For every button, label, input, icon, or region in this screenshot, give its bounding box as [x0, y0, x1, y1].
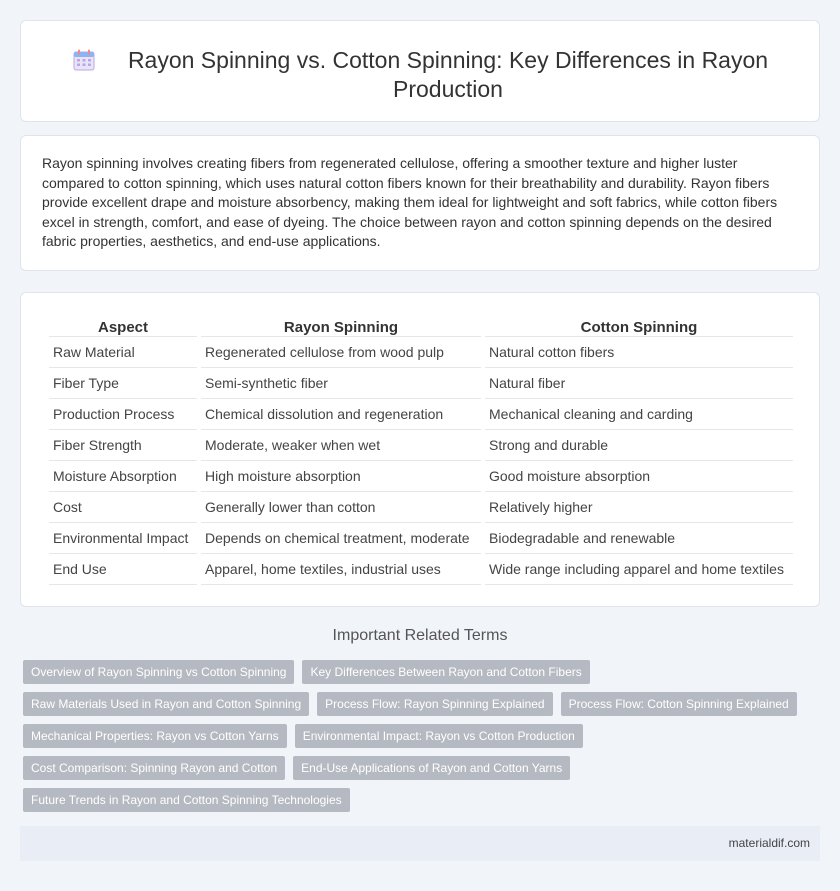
table-cell: Natural cotton fibers	[485, 337, 793, 368]
table-header-row	[49, 315, 793, 337]
table-cell: End Use	[49, 554, 197, 585]
related-term-tag[interactable]: Raw Materials Used in Rayon and Cotton Spinning	[23, 692, 309, 716]
table-cell: Apparel, home textiles, industrial uses	[201, 554, 481, 585]
table-cell: Wide range including apparel and home textiles	[485, 554, 793, 585]
table-row	[49, 430, 793, 461]
table-cell: Semi-synthetic fiber	[201, 368, 481, 399]
table-cell: Fiber Type	[49, 368, 197, 399]
table-cell: Generally lower than cotton	[201, 492, 481, 523]
table-row	[49, 523, 793, 554]
comparison-table-card	[20, 292, 820, 607]
related-term-tag[interactable]: End-Use Applications of Rayon and Cotton Yarns	[293, 756, 570, 780]
table-cell: Moderate, weaker when wet	[201, 430, 481, 461]
tag-row	[23, 724, 823, 748]
tag-row	[23, 660, 823, 684]
tag-row	[23, 692, 823, 716]
table-cell: Mechanical cleaning and carding	[485, 399, 793, 430]
related-terms-tags	[23, 660, 823, 820]
page-title: Rayon Spinning vs. Cotton Spinning: Key Differences in Rayon Production	[127, 47, 769, 102]
footer-site-name: materialdif.com	[728, 836, 810, 850]
related-term-tag[interactable]: Mechanical Properties: Rayon vs Cotton Yarns	[23, 724, 287, 748]
column-header-aspect: Aspect	[49, 315, 197, 337]
table-row	[49, 554, 793, 585]
intro-card	[20, 135, 820, 271]
column-header-rayon: Rayon Spinning	[201, 315, 481, 337]
table-cell: Strong and durable	[485, 430, 793, 461]
table-row	[49, 368, 793, 399]
related-term-tag[interactable]: Process Flow: Cotton Spinning Explained	[561, 692, 797, 716]
footer	[20, 826, 820, 861]
table-row	[49, 461, 793, 492]
related-term-tag[interactable]: Process Flow: Rayon Spinning Explained	[317, 692, 552, 716]
table-cell: Moisture Absorption	[49, 461, 197, 492]
table-cell: Natural fiber	[485, 368, 793, 399]
table-cell: Raw Material	[49, 337, 197, 368]
tag-row	[23, 788, 823, 812]
related-term-tag[interactable]: Cost Comparison: Spinning Rayon and Cotton	[23, 756, 285, 780]
table-cell: Biodegradable and renewable	[485, 523, 793, 554]
intro-paragraph: Rayon spinning involves creating fibers from regenerated cellulose, offering a smoother texture and higher luster compared to cotton spinning, which uses natural cotton fibers known for their breathability and durability. Rayon fibers provide excellent drape and moisture absorbency, making them ideal for lightweight and soft fabrics, while cotton fibers excel in strength, comfort, and ease of dyeing. The choice between rayon and cotton spinning depends on the desired fabric properties, aesthetics, and end-use applications.	[42, 155, 778, 250]
related-terms-heading: Important Related Terms	[332, 627, 508, 644]
table-cell: Good moisture absorption	[485, 461, 793, 492]
table-cell: High moisture absorption	[201, 461, 481, 492]
table-cell: Relatively higher	[485, 492, 793, 523]
related-term-tag[interactable]: Key Differences Between Rayon and Cotton Fibers	[302, 660, 589, 684]
table-cell: Fiber Strength	[49, 430, 197, 461]
header-card	[20, 20, 820, 122]
table-row	[49, 399, 793, 430]
table-row	[49, 492, 793, 523]
related-term-tag[interactable]: Overview of Rayon Spinning vs Cotton Spinning	[23, 660, 294, 684]
calendar-icon	[72, 48, 96, 72]
table-row	[49, 337, 793, 368]
table-cell: Environmental Impact	[49, 523, 197, 554]
comparison-table	[45, 315, 797, 585]
table-cell: Chemical dissolution and regeneration	[201, 399, 481, 430]
table-cell: Depends on chemical treatment, moderate	[201, 523, 481, 554]
column-header-cotton: Cotton Spinning	[485, 315, 793, 337]
related-term-tag[interactable]: Future Trends in Rayon and Cotton Spinning Technologies	[23, 788, 350, 812]
table-cell: Regenerated cellulose from wood pulp	[201, 337, 481, 368]
tag-row	[23, 756, 823, 780]
table-cell: Cost	[49, 492, 197, 523]
related-term-tag[interactable]: Environmental Impact: Rayon vs Cotton Production	[295, 724, 583, 748]
table-cell: Production Process	[49, 399, 197, 430]
